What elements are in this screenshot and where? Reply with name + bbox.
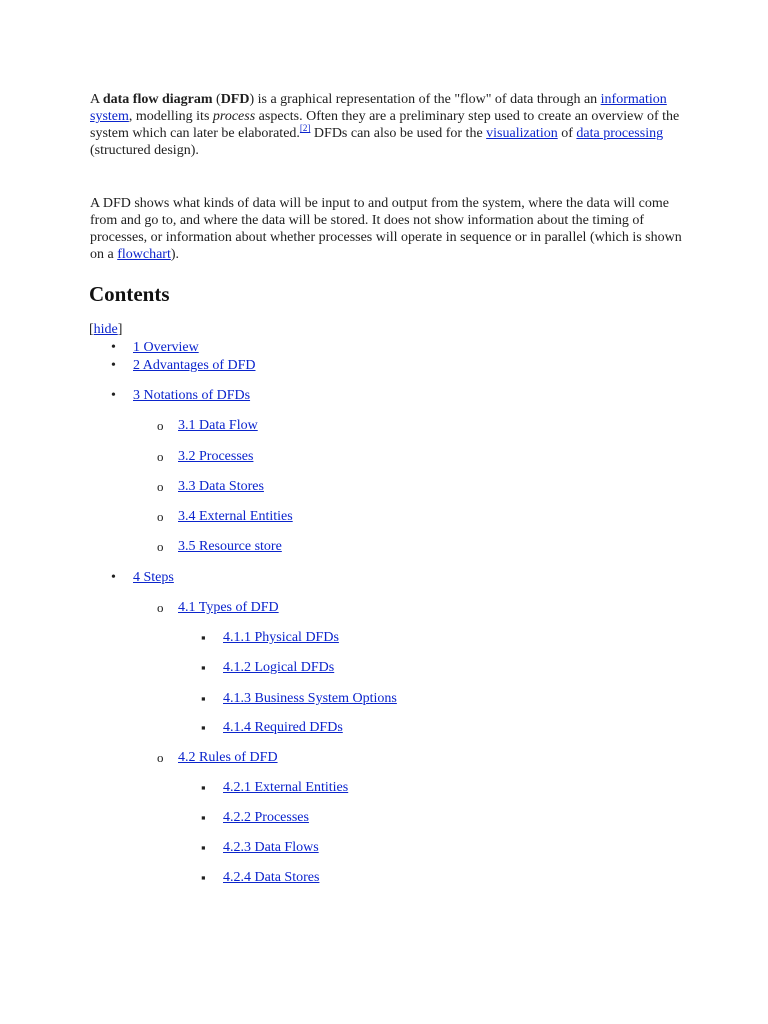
intro-text: DFDs can also be used for the: [310, 126, 487, 141]
toc-link[interactable]: 4.1 Types of DFD: [178, 600, 279, 615]
bullet-circle-icon: [157, 417, 164, 435]
intro-text: ) is a graphical representation of the "flow" of data through an: [249, 92, 601, 107]
toc-link[interactable]: 4.2 Rules of DFD: [178, 750, 278, 765]
reference-link[interactable]: [2]: [299, 123, 311, 133]
dfd-text: A DFD shows what kinds of data will be input to and output from the system, where the data will come from and go to, and where the data will be stored. It does not show information about the timing of processes, or information about whether processes will operate in sequence or in parallel (which is shown on a: [90, 196, 682, 262]
toc-link[interactable]: 3.3 Data Stores: [178, 479, 264, 494]
toc-link[interactable]: 4.1.4 Required DFDs: [223, 720, 343, 735]
toc-link[interactable]: 3.5 Resource store: [178, 539, 282, 554]
toc-link[interactable]: 3 Notations of DFDs: [133, 388, 251, 403]
toc-link[interactable]: 4.1.2 Logical DFDs: [223, 660, 335, 675]
link-data-processing[interactable]: data processing: [576, 126, 664, 141]
bullet-square-icon: [201, 719, 206, 737]
bullet-square-icon: [201, 779, 206, 797]
link-flowchart[interactable]: flowchart: [117, 247, 171, 262]
toc-toggle-open-bracket: [: [89, 322, 94, 337]
toc-link[interactable]: 1 Overview: [133, 340, 199, 355]
link-visualization[interactable]: visualization: [486, 126, 558, 141]
toc-link[interactable]: 4.2.4 Data Stores: [223, 870, 320, 885]
link-information-system[interactable]: information system: [90, 92, 667, 124]
contents-heading: Contents: [89, 282, 170, 306]
toc-link[interactable]: 4 Steps: [133, 570, 174, 585]
bullet-square-icon: [201, 690, 206, 708]
toc-link[interactable]: 4.2.3 Data Flows: [223, 840, 319, 855]
toc-toggle-close-bracket: ]: [117, 322, 123, 337]
intro-text: of: [557, 126, 577, 141]
bullet-circle-icon: [157, 478, 164, 496]
bullet-disc-icon: [111, 357, 116, 374]
intro-text: A: [90, 92, 103, 107]
term-dfd: DFD: [220, 92, 250, 107]
bullet-circle-icon: [157, 749, 164, 767]
term-data-flow-diagram: data flow diagram: [102, 92, 213, 107]
bullet-square-icon: [201, 659, 206, 677]
bullet-circle-icon: [157, 599, 164, 617]
toc-link[interactable]: 3.4 External Entities: [178, 509, 293, 524]
bullet-circle-icon: [157, 538, 164, 556]
toc-link[interactable]: 4.2.2 Processes: [223, 810, 309, 825]
intro-text: aspects. Often they are a preliminary step used to create an overview of the system which can later be elaborated.: [90, 109, 680, 141]
bullet-square-icon: [201, 839, 206, 857]
bullet-disc-icon: [111, 339, 116, 356]
bullet-disc-icon: [111, 387, 116, 404]
term-process: process: [212, 109, 256, 124]
intro-text: , modelling its: [128, 109, 213, 124]
toc-link[interactable]: 2 Advantages of DFD: [133, 358, 256, 373]
bullet-disc-icon: [111, 569, 116, 586]
toc-toggle: [89, 321, 122, 338]
toc-link[interactable]: 4.1.1 Physical DFDs: [223, 630, 339, 645]
dfd-description-paragraph: [90, 195, 690, 263]
toc-link[interactable]: 3.2 Processes: [178, 449, 254, 464]
bullet-circle-icon: [157, 508, 164, 526]
bullet-circle-icon: [157, 448, 164, 466]
toc-link[interactable]: 3.1 Data Flow: [178, 418, 258, 433]
toc-hide-link[interactable]: hide: [93, 322, 118, 337]
bullet-square-icon: [201, 809, 206, 827]
intro-text: (: [212, 92, 221, 107]
toc-link[interactable]: 4.2.1 External Entities: [223, 780, 349, 795]
intro-paragraph: [90, 91, 690, 159]
toc-link[interactable]: 4.1.3 Business System Options: [223, 691, 397, 706]
bullet-square-icon: [201, 869, 206, 887]
bullet-square-icon: [201, 629, 206, 647]
intro-text: (structured design).: [90, 143, 199, 158]
dfd-text: ).: [170, 247, 180, 262]
